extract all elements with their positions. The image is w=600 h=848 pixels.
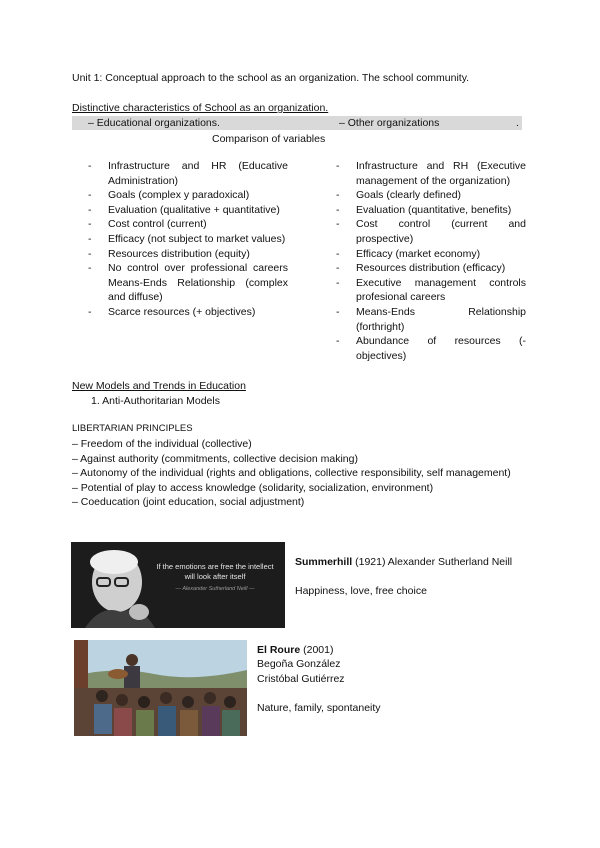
list-item: - Resources distribution (efficacy): [336, 261, 526, 276]
principle-item: – Potential of play to access knowledge (solidarity, socialization, environment): [72, 481, 434, 494]
el-roure-heading: [257, 644, 333, 656]
el-roure-founder-1: Begoña González: [257, 658, 341, 670]
other-organizations-label: – Other organizations: [339, 117, 440, 129]
list-item: - Means-Ends Relationship (forthright): [336, 305, 526, 334]
list-item: - Cost control (current and prospective): [336, 217, 526, 246]
principle-item: – Autonomy of the individual (rights and obligations, collective responsibility, self management): [72, 467, 511, 480]
list-item: - Infrastructure and RH (Executive management of the organization): [336, 159, 526, 188]
summerhill-values: Happiness, love, free choice: [295, 585, 427, 597]
bar-end-dot: .: [516, 117, 519, 129]
numbered-item: 1. Anti-Authoritarian Models: [91, 395, 220, 407]
summerhill-details: (1921) Alexander Sutherland Neill: [352, 556, 513, 568]
list-item: - Efficacy (market economy): [336, 247, 526, 262]
neill-portrait-icon: [71, 542, 285, 628]
principle-item: – Against authority (commitments, collective decision making): [72, 452, 358, 465]
list-item: - Infrastructure and HR (Educative Administration): [88, 159, 288, 188]
summerhill-heading: [295, 556, 512, 568]
list-item: - No control over professional careers Means-Ends Relationship (complex and diffuse): [88, 261, 288, 305]
section-title-characteristics: Distinctive characteristics of School as an organization.: [72, 102, 329, 114]
list-item: - Goals (clearly defined): [336, 188, 526, 203]
summerhill-name: Summerhill: [295, 556, 353, 568]
el-roure-values: Nature, family, spontaneity: [257, 702, 381, 714]
educational-organizations-label: – Educational organizations.: [88, 117, 220, 129]
neill-quote-photo: [71, 542, 285, 628]
other-variables-list: [336, 159, 526, 363]
list-item: - Evaluation (qualitative + quantitative): [88, 203, 288, 218]
educational-variables-list: [88, 159, 288, 320]
neill-quote-signature: — Alexander Sutherland Neill —: [175, 586, 255, 592]
comparison-title: Comparison of variables: [212, 133, 326, 145]
list-item: - Scarce resources (+ objectives): [88, 305, 288, 320]
el-roure-founder-2: Cristóbal Gutiérrez: [257, 673, 345, 685]
list-item: - Executive management controls profesional careers: [336, 276, 526, 305]
el-roure-name: El Roure: [257, 644, 301, 656]
principle-item: – Freedom of the individual (collective): [72, 438, 252, 450]
principle-item: – Coeducation (joint education, social adjustment): [72, 496, 305, 509]
unit-title: Unit 1: Conceptual approach to the school as an organization. The school community.: [72, 72, 470, 84]
el-roure-year: (2001): [300, 644, 334, 656]
principles-list: [72, 437, 528, 510]
el-roure-photo: [74, 640, 247, 736]
list-item: - Evaluation (quantitative, benefits): [336, 203, 526, 218]
neill-quote-text: If the emotions are free the intellect will look after itself: [156, 562, 274, 581]
list-item: - Cost control (current): [88, 217, 288, 232]
principles-title: LIBERTARIAN PRINCIPLES: [72, 423, 193, 434]
list-item: - Efficacy (not subject to market values): [88, 232, 288, 247]
comparison-header-bar: [72, 116, 522, 130]
list-item: - Resources distribution (equity): [88, 247, 288, 262]
section-title-new-models: New Models and Trends in Education: [72, 380, 246, 392]
el-roure-group-icon: [74, 640, 247, 736]
list-item: - Goals (complex y paradoxical): [88, 188, 288, 203]
list-item: - Abundance of resources (- objectives): [336, 334, 526, 363]
